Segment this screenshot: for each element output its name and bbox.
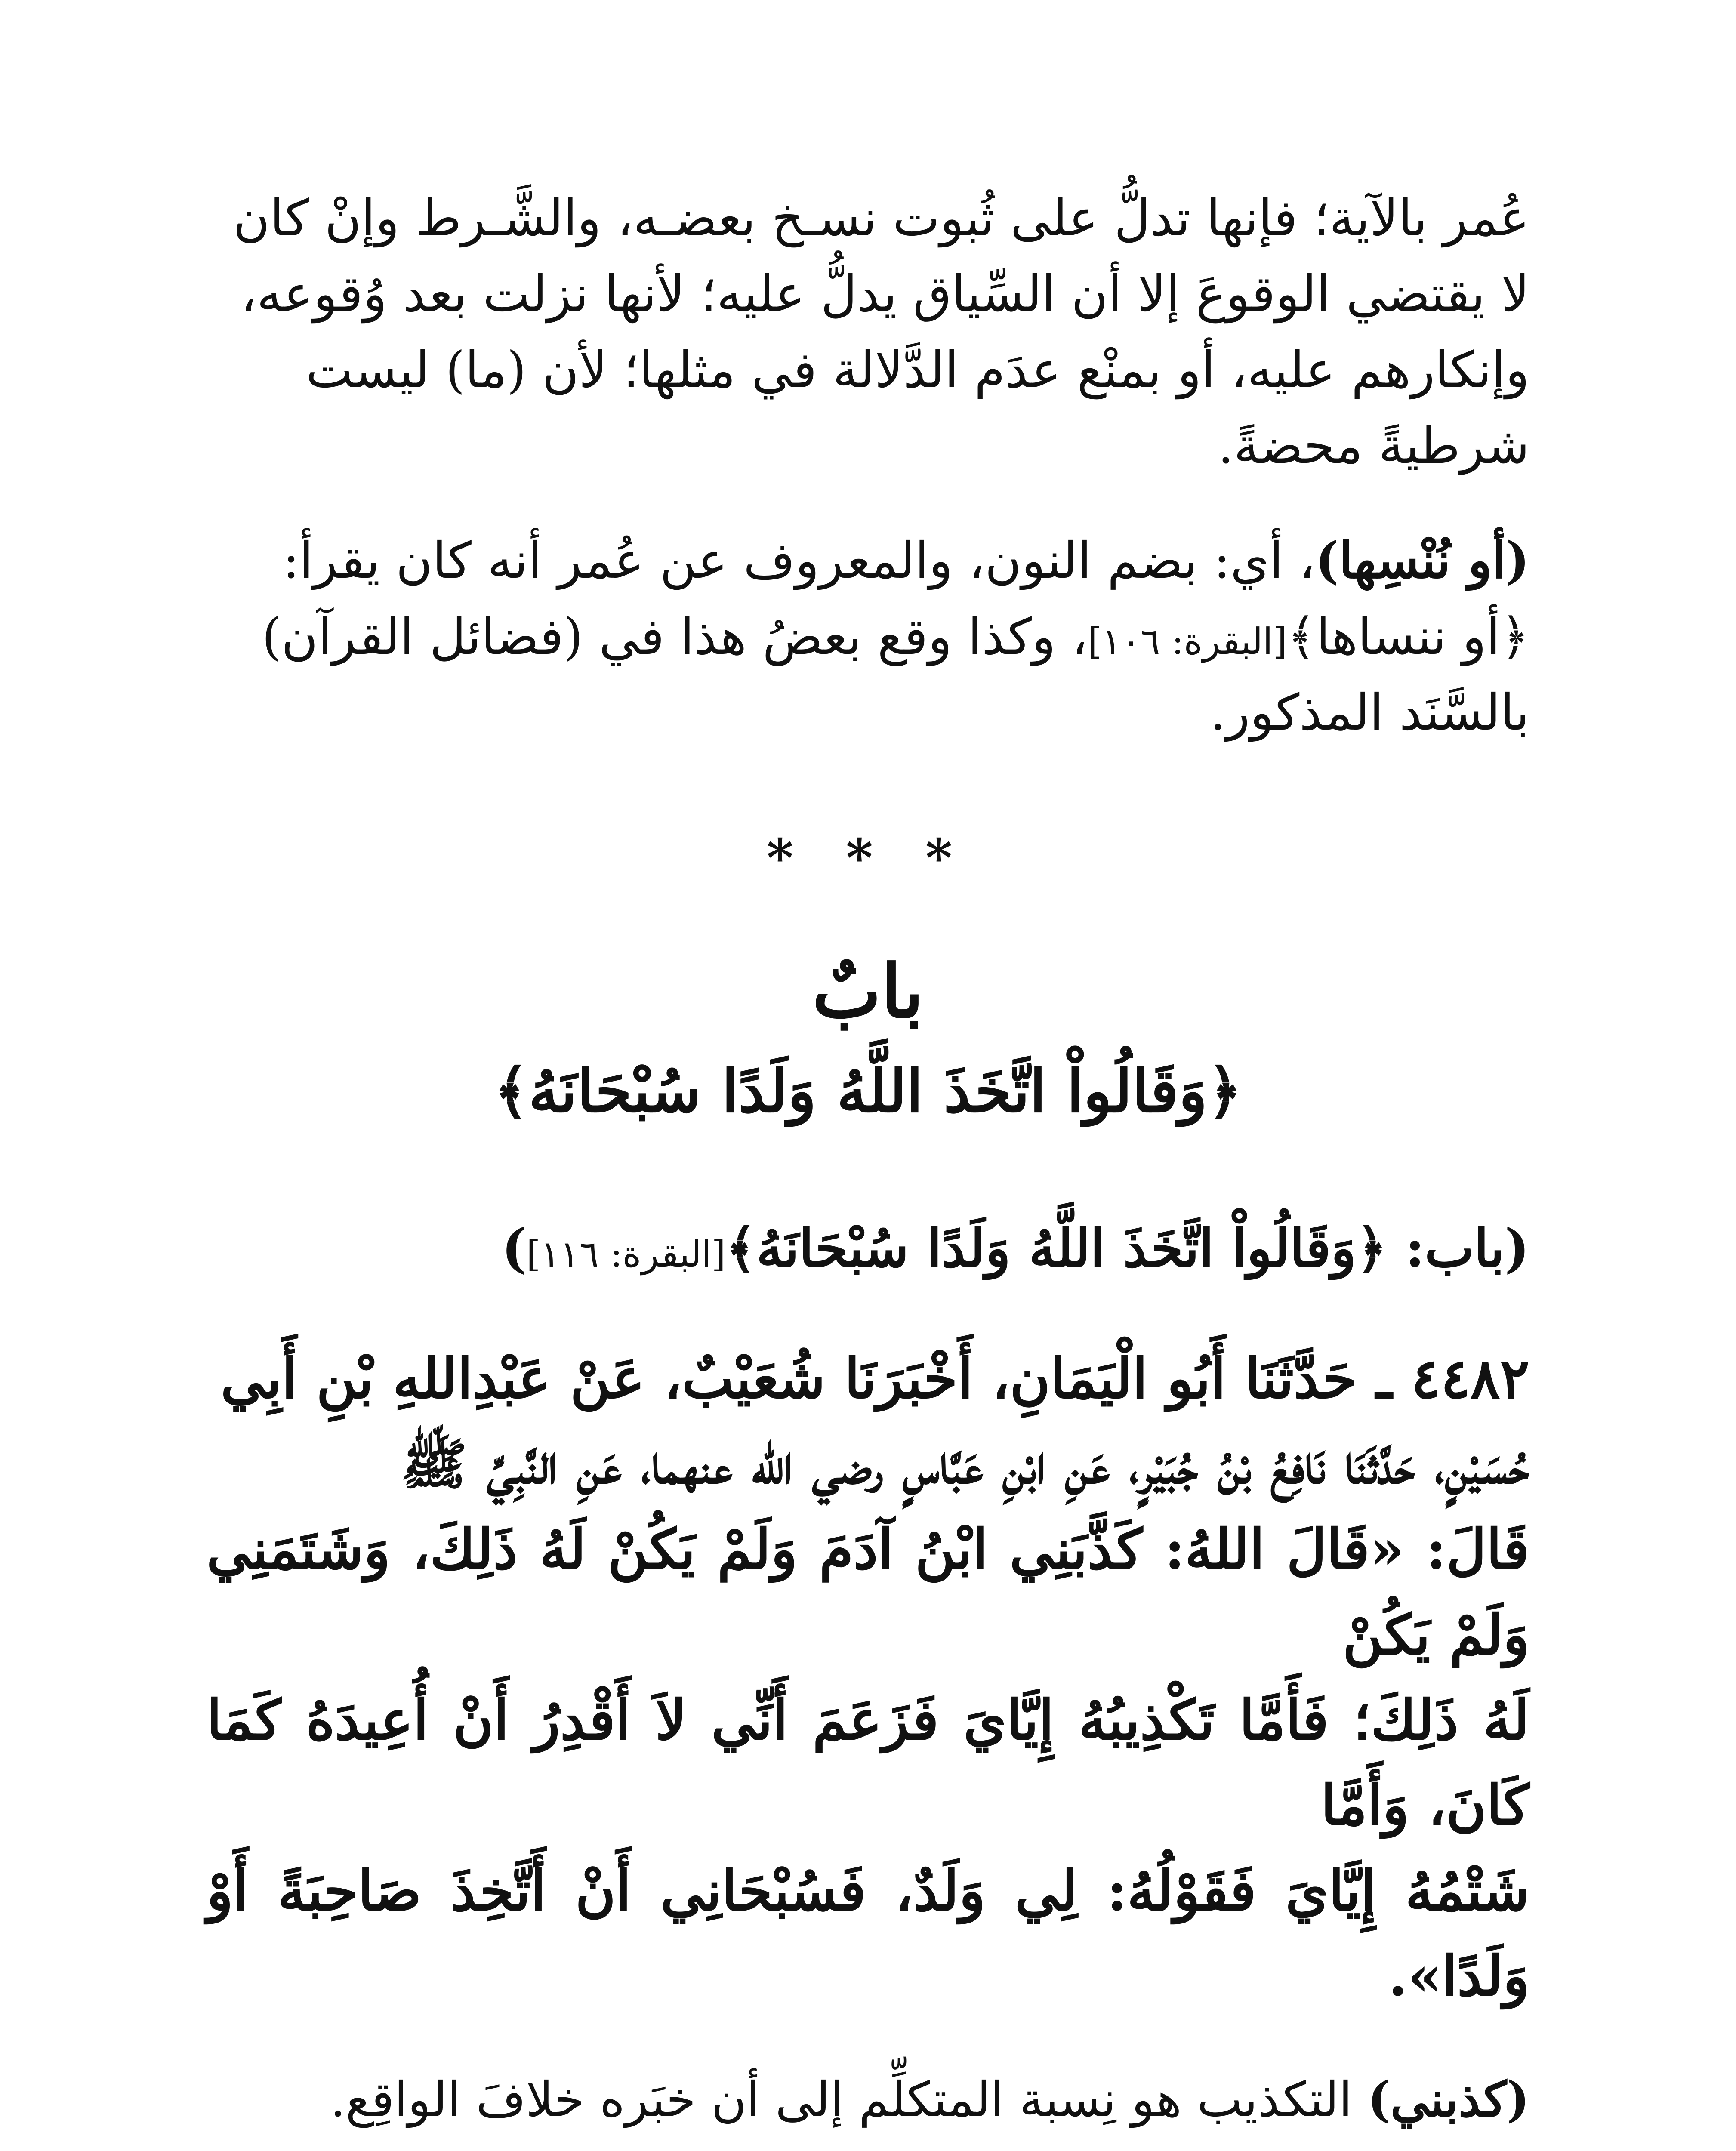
intro-paragraph [207,181,1529,484]
text-line: بالسَّنَد المذكور. [1210,683,1529,742]
note-lead: (أو نُنْسِها) [1315,531,1529,590]
chapter-subheading [207,1211,1529,1285]
hadith-line: لَهُ ذَلِكَ؛ فَأَمَّا تَكْذِيبُهُ إِيَّايَ فَزَعَمَ أَنِّي لاَ أَقْدِرُ أَنْ أُعِيدَهُ كَمَا كَانَ، وَأَمَّا [207,1688,1529,1838]
note-paragraph [207,523,1529,751]
note-line1: ، أي: بضم النون، والمعروف عن عُمر أنه كان يقرأ: [282,532,1316,590]
note-verse-ref: [البقرة: ١٠٦] [1088,620,1287,663]
chapter-verse: ﴿وَقَالُواْ اتَّخَذَ اللَّهُ وَلَدًا سُبْحَانَهُ﴾ [494,1056,1242,1126]
subheading-ref: [البقرة: ١١٦] [526,1233,726,1275]
text-line [207,599,1529,675]
explanations [207,2062,1529,2151]
explanation-item [207,2062,1529,2138]
hadith-text [207,1336,1529,2019]
chapter-title: بابٌ [812,949,924,1035]
subheading-verse: ﴿وَقَالُواْ اتَّخَذَ اللَّهُ وَلَدًا سُبْحَانَهُ﴾ [725,1217,1387,1279]
section-separator: * * * [766,828,970,889]
text-line: لا يقتضي الوقوعَ إلا أن السِّياق يدلُّ عليه؛ لأنها نزلت بعد وُقوعه، [241,265,1529,324]
note-line2: ، وكذا وقع بعضُ هذا في (فضائل القرآن) [262,607,1088,666]
text-line: شرطيةً محضةً. [1218,416,1529,475]
explanation-text: التكذيب هو نِسبة المتكلِّم إلى أن خبَره خلافَ الواقِع. [330,2071,1368,2128]
text-line: عُمر بالآية؛ فإنها تدلُّ على ثُبوت نسـخ بعضـه، والشَّـرط وإنْ كان [233,189,1529,247]
text-line [207,523,1529,599]
subheading-prefix: (باب: [1387,1217,1529,1279]
hadith-line: حُسَيْنٍ، حَدَّثَنَا نَافِعُ بْنُ جُبَيْرٍ، عَنِ ابْنِ عَبَّاسٍ رضي الله عنهما، عَنِ النَّبِيِّ ﷺ [401,1432,1529,1497]
text-line: وإنكارهم عليه، أو بمنْع عدَم الدَّلالة في مثلها؛ لأن (ما) ليست [305,341,1529,399]
hadith-line: ٤٤٨٢ ـ حَدَّثَنَا أَبُو الْيَمَانِ، أَخْبَرَنَا شُعَيْبٌ، عَنْ عَبْدِاللهِ بْنِ أَبِي [220,1347,1529,1411]
hadith-line: قَالَ: «قَالَ اللهُ: كَذَّبَنِي ابْنُ آدَمَ وَلَمْ يَكُنْ لَهُ ذَلِكَ، وَشَتَمَنِي وَلَمْ يَكُنْ [207,1517,1529,1667]
subheading-suffix: ) [501,1217,527,1279]
explanation-term: (كذبني) [1367,2071,1529,2128]
hadith-line: شَتْمُهُ إِيَّايَ فَقَوْلُهُ: لِي وَلَدٌ، فَسُبْحَانِي أَنْ أَتَّخِذَ صَاحِبَةً أَوْ وَلَدًا». [207,1858,1529,2009]
note-verse: ﴿أو ننساها﴾ [1287,607,1529,666]
